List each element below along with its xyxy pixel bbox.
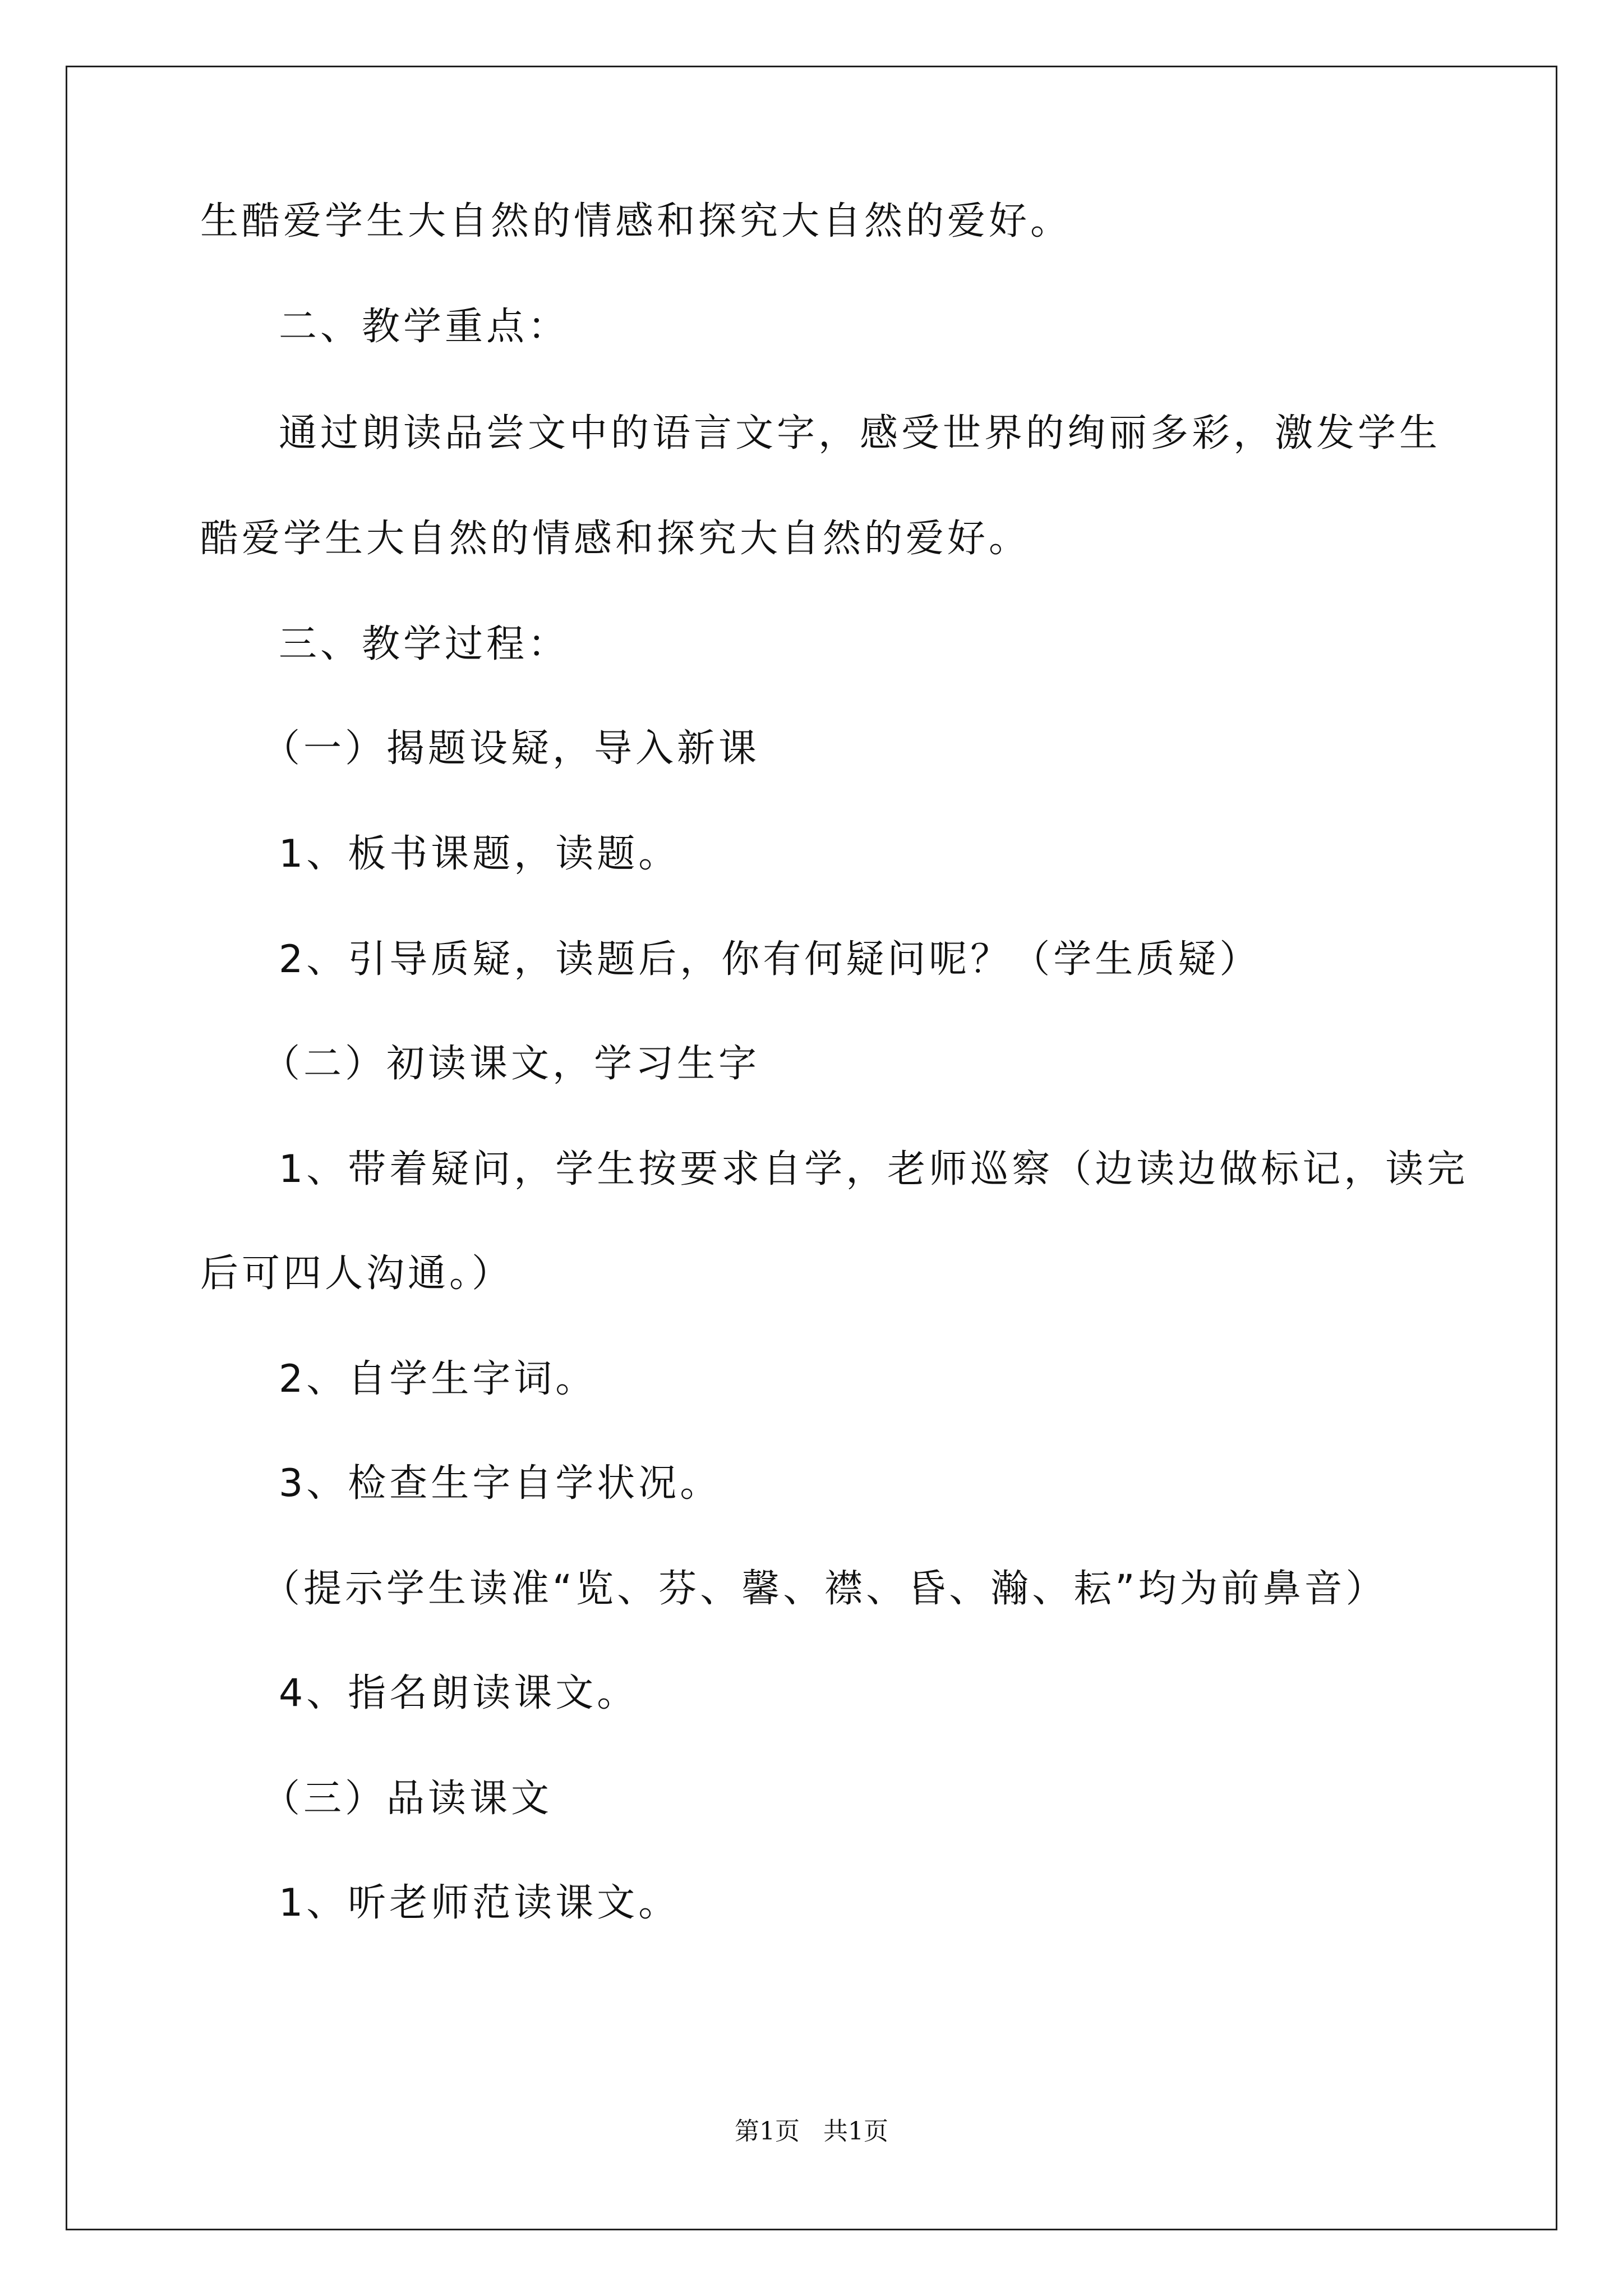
section-heading-3: （三）品读课文 bbox=[262, 1777, 553, 1821]
list-item: 3、检查生字自学状况。 bbox=[279, 1461, 722, 1506]
list-item: 1、带着疑问，学生按要求自学，老师巡察（边读边做标记，读完 bbox=[279, 1147, 1469, 1191]
list-item: 2、自学生字词。 bbox=[279, 1357, 597, 1401]
heading-teaching-process: 三、教学过程： bbox=[279, 622, 570, 666]
section-heading-2: （二）初读课文，学习生字 bbox=[262, 1042, 760, 1086]
pronunciation-note: （提示学生读准“览、芬、馨、襟、昏、瀚、耘”均为前鼻音） bbox=[262, 1567, 1387, 1611]
section-heading-1: （一）揭题设疑，导入新课 bbox=[262, 726, 760, 771]
text-line-3: 通过朗读品尝文中的语言文字，感受世界的绚丽多彩，激发学生 bbox=[279, 411, 1441, 455]
list-item: 2、引导质疑，读题后，你有何疑问呢？（学生质疑） bbox=[279, 937, 1261, 982]
text-line-4: 酷爱学生大自然的情感和探究大自然的爱好。 bbox=[200, 517, 1031, 561]
list-item: 1、听老师范读课文。 bbox=[279, 1881, 680, 1925]
text-line-11: 后可四人沟通。） bbox=[200, 1251, 514, 1296]
heading-teaching-focus: 二、教学重点： bbox=[279, 305, 570, 349]
list-item: 1、板书课题，读题。 bbox=[279, 832, 680, 876]
page-number-current: 第1页 bbox=[735, 2117, 800, 2146]
list-item: 4、指名朗读课文。 bbox=[279, 1671, 639, 1715]
page-number-total: 共1页 bbox=[823, 2117, 888, 2146]
page-footer bbox=[0, 2115, 1623, 2148]
text-line-1: 生酷爱学生大自然的情感和探究大自然的爱好。 bbox=[200, 199, 1072, 243]
